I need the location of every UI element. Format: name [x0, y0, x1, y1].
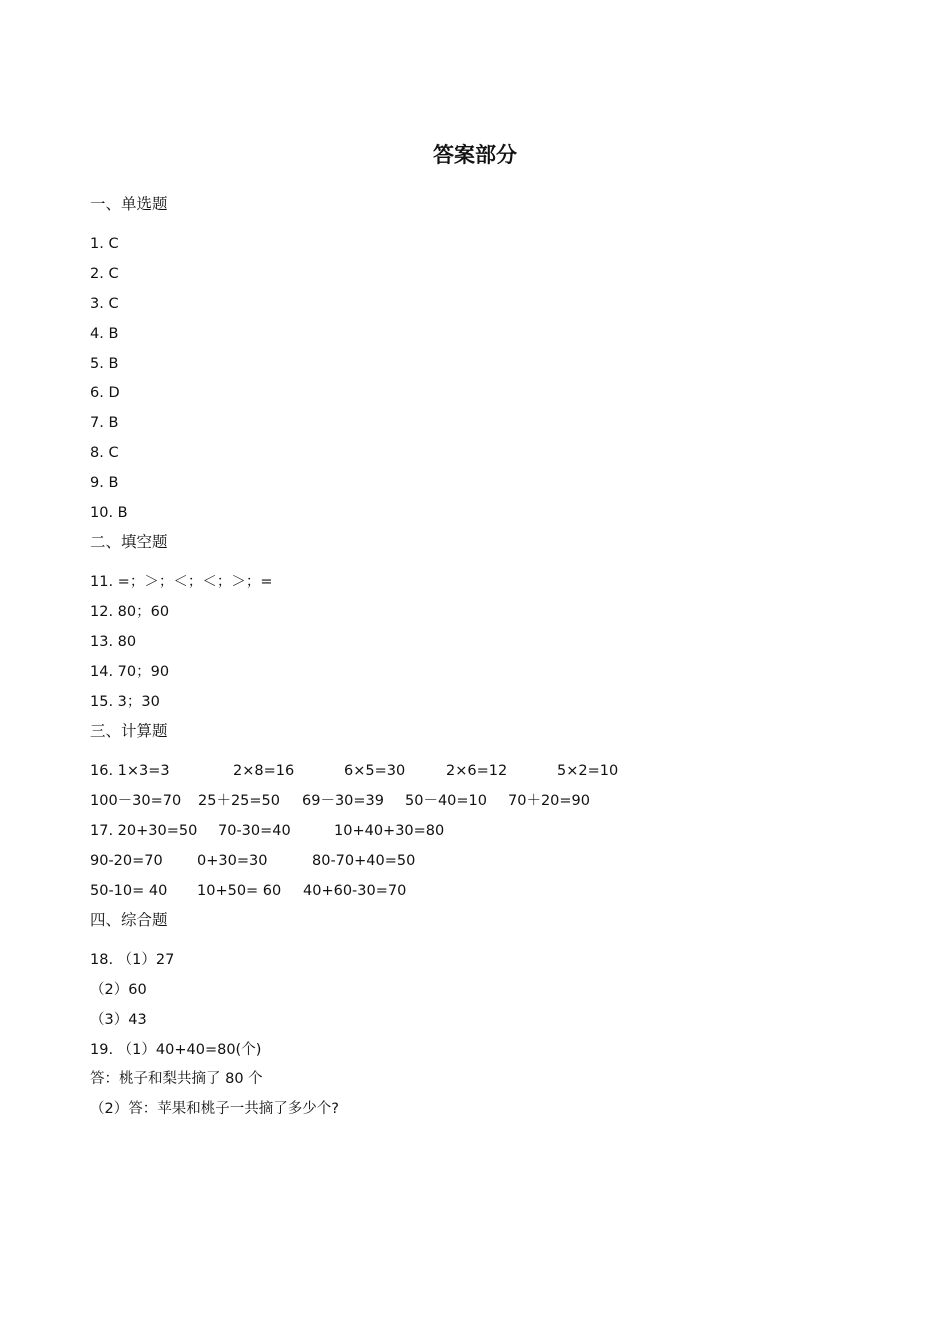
- calc-row-4: [0, 851, 950, 871]
- answer-15: 15. 3；30: [90, 694, 160, 710]
- calc-item: 2×8=16: [233, 763, 295, 779]
- answer-4: 4. B: [90, 326, 119, 342]
- calc-item: 10+50= 60: [197, 883, 282, 899]
- answer-2: 2. C: [90, 266, 119, 282]
- answer-11: 11. =；＞；＜；＜；＞；=: [90, 574, 273, 590]
- calc-item: 70-30=40: [218, 823, 291, 839]
- answer-1: 1. C: [90, 236, 119, 252]
- calc-item: 100－30=70: [90, 793, 182, 809]
- answer-18-2: （2）60: [90, 982, 147, 998]
- answer-18-1: 18. （1）27: [90, 952, 175, 968]
- answer-6: 6. D: [90, 385, 120, 401]
- answer-12: 12. 80；60: [90, 604, 170, 620]
- calc-item: 6×5=30: [344, 763, 406, 779]
- page-title: 答案部分: [433, 143, 517, 167]
- calc-item: 70＋20=90: [508, 793, 591, 809]
- answer-19-2: （2）答：苹果和桃子一共摘了多少个?: [90, 1101, 339, 1117]
- calc-item: 50－40=10: [405, 793, 488, 809]
- calc-item: 5×2=10: [557, 763, 619, 779]
- calc-item: 25＋25=50: [198, 793, 281, 809]
- calc-item: 2×6=12: [446, 763, 508, 779]
- answer-8: 8. C: [90, 445, 119, 461]
- calc-item: 40+60-30=70: [303, 883, 407, 899]
- answer-7: 7. B: [90, 415, 119, 431]
- section-heading-comprehensive: 四、综合题: [90, 911, 168, 929]
- calc-item: 17. 20+30=50: [90, 823, 198, 839]
- calc-item: 10+40+30=80: [334, 823, 445, 839]
- answer-9: 9. B: [90, 475, 119, 491]
- calc-item: 80-70+40=50: [312, 853, 416, 869]
- answer-14: 14. 70；90: [90, 664, 170, 680]
- calc-row-1: [0, 761, 950, 781]
- section-heading-fill-blank: 二、填空题: [90, 533, 168, 551]
- answer-19-1-response: 答：桃子和梨共摘了 80 个: [90, 1071, 263, 1087]
- calc-item: 0+30=30: [197, 853, 268, 869]
- answer-18-3: （3）43: [90, 1012, 147, 1028]
- section-heading-calculation: 三、计算题: [90, 722, 168, 740]
- section-heading-single-choice: 一、单选题: [90, 195, 168, 213]
- calc-item: 50-10= 40: [90, 883, 168, 899]
- calc-item: 16. 1×3=3: [90, 763, 170, 779]
- answer-3: 3. C: [90, 296, 119, 312]
- calc-row-2: [0, 791, 950, 811]
- calc-row-5: [0, 881, 950, 901]
- answer-19-1: 19. （1）40+40=80(个): [90, 1042, 262, 1058]
- calc-item: 69－30=39: [302, 793, 385, 809]
- answer-10: 10. B: [90, 505, 128, 521]
- calc-item: 90-20=70: [90, 853, 163, 869]
- answer-5: 5. B: [90, 356, 119, 372]
- calc-row-3: [0, 821, 950, 841]
- answer-13: 13. 80: [90, 634, 137, 650]
